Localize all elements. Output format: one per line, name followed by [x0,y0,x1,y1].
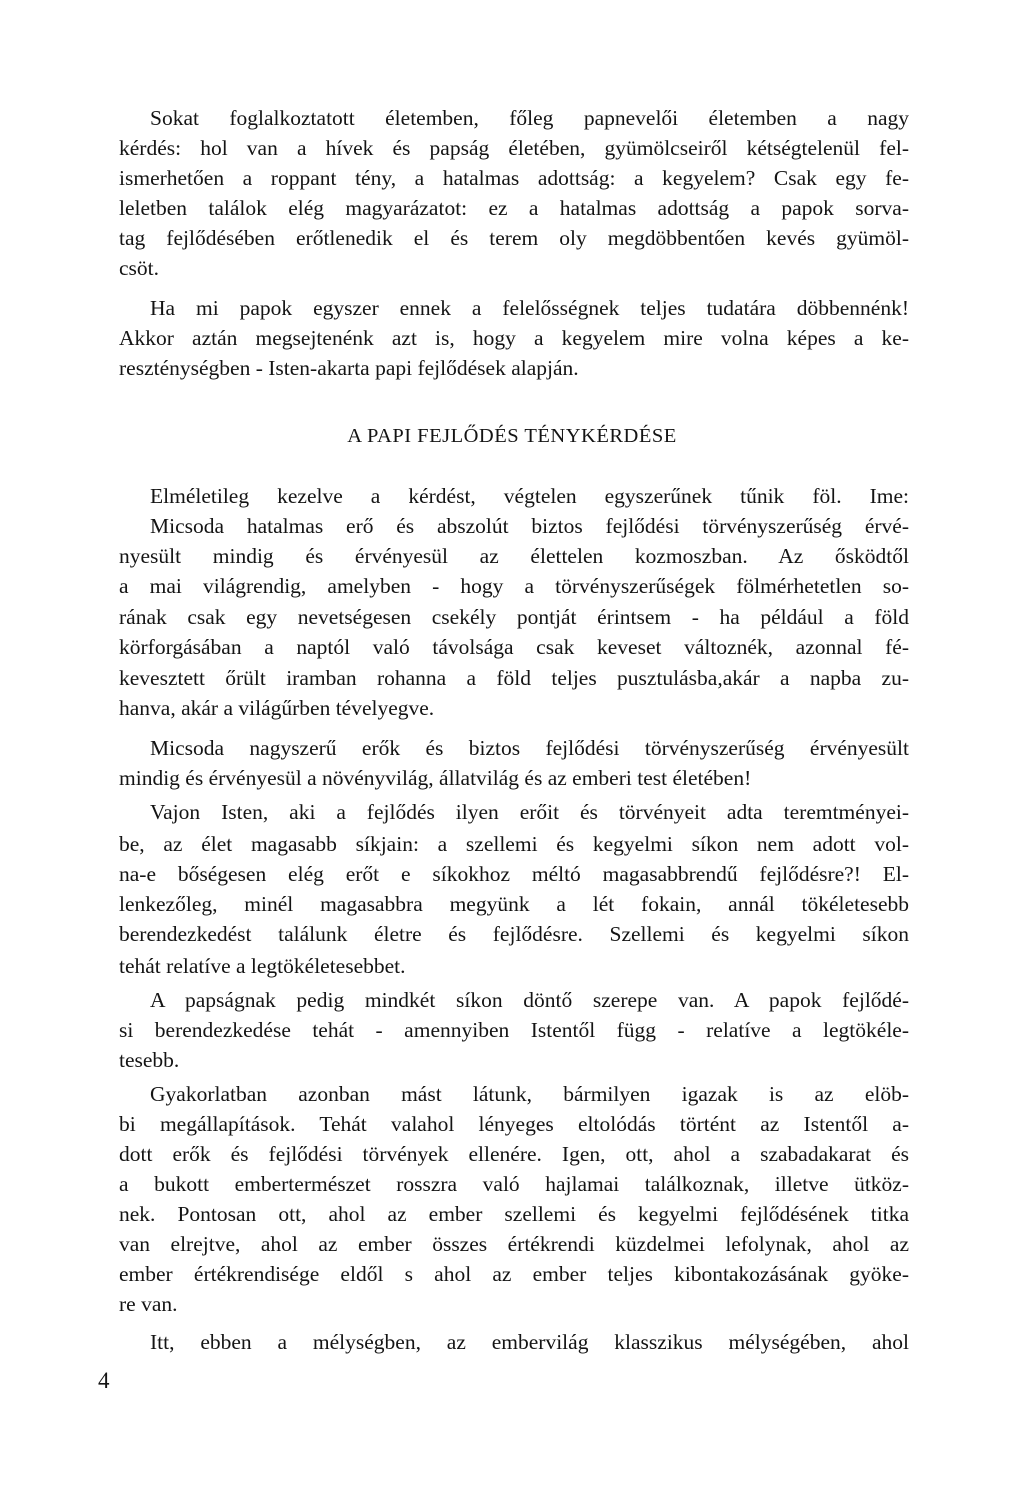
text-line: A papságnak pedig mindkét síkon döntő szerepe van. A papok fejlődé- [150,988,909,1012]
text-line: tesebb. [119,1048,180,1072]
text-line: a bukott embertermészet rosszra való hajlamai találkoznak, illetve ütköz- [119,1172,909,1196]
text-line: berendezkedést találunk életre és fejlődésre. Szellemi és kegyelmi síkon [119,922,909,946]
text-line: Itt, ebben a mélységben, az embervilág klasszikus mélységében, ahol [150,1330,909,1354]
text-line: leletben találok elég magyarázatot: ez a hatalmas adottság a papok sorva- [119,196,909,220]
text-line: na-e bőségesen elég erőt e síkokhoz méltó magasabbrendű fejlődésre?! El- [119,862,909,886]
text-line: dott erők és fejlődési törvények ellenére. Igen, ott, ahol a szabadakarat és [119,1142,909,1166]
text-line: bi megállapítások. Tehát valahol lényeges eltolódás történt az Istentől a- [119,1112,909,1136]
text-line: Micsoda hatalmas erő és abszolút biztos fejlődési törvényszerűség érvé- [150,514,909,538]
text-line: re van. [119,1292,178,1316]
text-line: nek. Pontosan ott, ahol az ember szellemi és kegyelmi fejlődésének titka [119,1202,909,1226]
text-line: mindig és érvényesül a növényvilág, állatvilág és az emberi test életében! [119,766,752,790]
text-line: be, az élet magasabb síkjain: a szellemi és kegyelmi síkon nem adott vol- [119,832,909,856]
text-line: Gyakorlatban azonban mást látunk, bármilyen igazak is az elöb- [150,1082,909,1106]
text-line: Elméletileg kezelve a kérdést, végtelen egyszerűnek tűnik föl. Ime: [150,484,909,508]
page-number: 4 [98,1368,110,1393]
text-line: csöt. [119,256,160,280]
text-line: ismerhetően a roppant tény, a hatalmas adottság: a kegyelem? Csak egy fe- [119,166,909,190]
text-line: rának csak egy nevetségesen csekély pontját érintsem - ha például a föld [119,605,909,629]
text-line: tehát relatíve a legtökéletesebbet. [119,954,406,978]
text-line: Micsoda nagyszerű erők és biztos fejlődési törvényszerűség érvényesült [150,736,909,760]
text-line: nyesült mindig és érvényesül az élettelen kozmoszban. Az ősködtől [119,544,909,568]
text-line: kevesztett őrült iramban rohanna a föld teljes pusztulásba,akár a napba zu- [119,666,909,690]
section-heading: A PAPI FEJLŐDÉS TÉNYKÉRDÉSE [347,425,677,447]
text-line: van elrejtve, ahol az ember összes értékrendi küzdelmei lefolynak, ahol az [119,1232,909,1256]
text-line: reszténységben - Isten-akarta papi fejlődések alapján. [119,356,579,380]
text-line: a mai világrendig, amelyben - hogy a törvényszerűségek fölmérhetetlen so- [119,574,909,598]
text-line: körforgásában a naptól való távolsága csak keveset változnék, azonnal fé- [119,635,909,659]
text-line: Vajon Isten, aki a fejlődés ilyen erőit és törvényeit adta teremtményei- [150,800,909,824]
text-line: si berendezkedése tehát - amennyiben Istentől függ - relatíve a legtökéle- [119,1018,909,1042]
text-line: hanva, akár a világűrben tévelyegve. [119,696,435,720]
text-line: kérdés: hol van a hívek és papság életében, gyümölcseiről kétségtelenül fel- [119,136,909,160]
text-line: Akkor aztán megsejtenénk azt is, hogy a kegyelem mire volna képes a ke- [119,326,909,350]
text-line: Ha mi papok egyszer ennek a felelősségnek teljes tudatára döbbennénk! [150,296,909,320]
text-line: lenkezőleg, minél magasabbra megyünk a lét fokain, annál tökéletesebb [119,892,909,916]
text-line: ember értékrendisége eldől s ahol az ember teljes kibontakozásának gyöke- [119,1262,909,1286]
text-line: Sokat foglalkoztatott életemben, főleg papnevelői életemben a nagy [150,106,909,130]
text-line: tag fejlődésében erőtlenedik el és terem oly megdöbbentően kevés gyümöl- [119,226,909,250]
